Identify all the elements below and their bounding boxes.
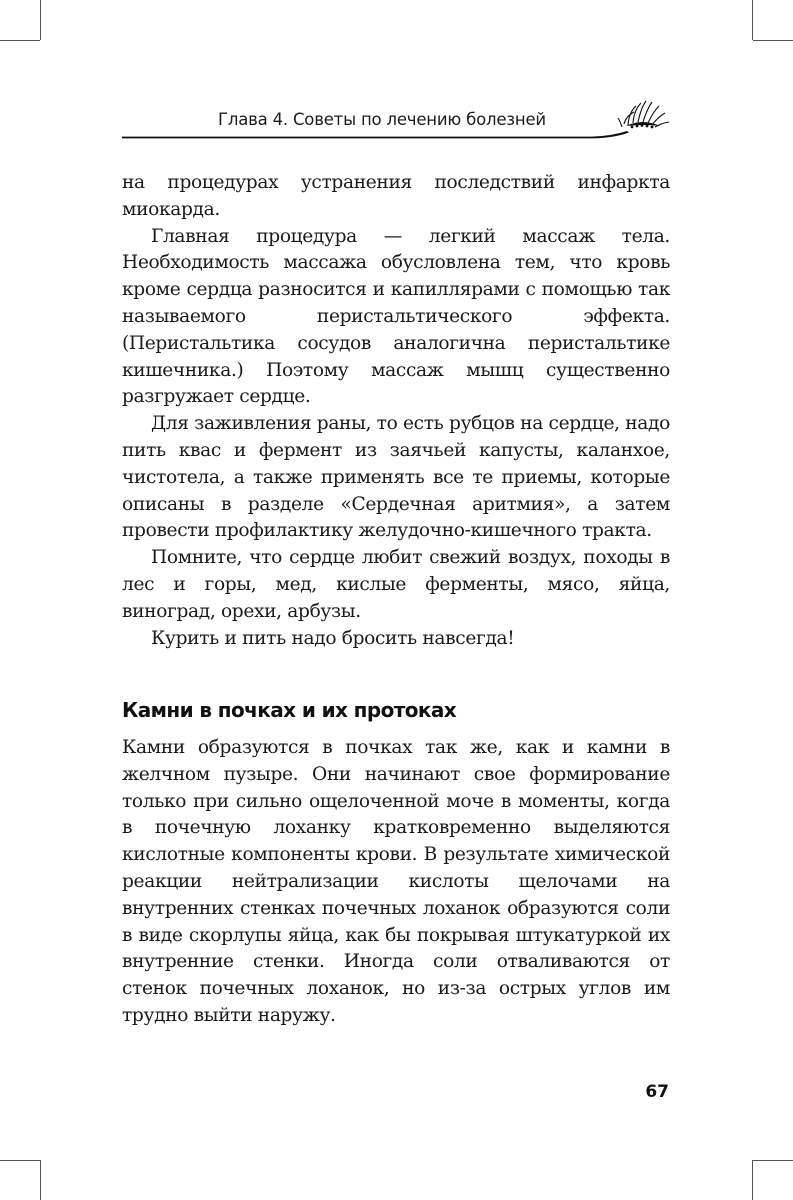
running-head-rule [122,98,670,144]
running-head-title: Глава 4. Советы по лечению болезней [218,110,546,129]
crop-mark-bottom-left [40,1160,41,1200]
crop-mark-bottom-right [752,1160,753,1200]
crop-mark-top-left-h [0,40,40,41]
section-heading: Камни в почках и их протоках [122,698,457,722]
paragraph: на процедурах устранения последствий инфаркта миокарда. [122,172,670,220]
paragraph: Для заживления раны, то есть рубцов на сердце, надо пить квас и фермент из заячьей капусты, каланхое, чистотела, а также применять все те приемы, которые описаны в разделе «Сердечная аритмия», а затем провести профилактику желудочно-кишечного тракта. [122,413,670,542]
crop-mark-bottom-right-h [753,1160,793,1161]
crop-mark-top-right-h [753,40,793,41]
crop-mark-bottom-left-h [0,1160,40,1161]
running-head [122,98,670,144]
sunflower-icon [614,94,674,140]
paragraph: Камни образуются в почках так же, как и камни в желчном пузыре. Они начинают свое формирование только при сильно ощелоченной моче в моменты, когда в почечную лоханку кратковременно выделяются кислотные компоненты крови. В результате химической реакции нейтрализации кислоты щелочами на внутренних стенках почечных лоханок образуются соли в виде скорлупы яйца, как бы покрывая штукатуркой их внутренние стенки. Иногда соли отваливаются от стенок почечных лоханок, но из-за острых углов им трудно выйти наружу. [122,737,670,1026]
paragraph: Курить и пить надо бросить навсегда! [151,627,515,649]
paragraph: Помните, что сердце любит свежий воздух, походы в лес и горы, мед, кислые ферменты, мясо, яйца, виноград, орехи, арбузы. [122,547,670,622]
body-text-section-1 [122,170,670,652]
page-number: 67 [645,1082,669,1102]
crop-mark-top-right [752,0,753,40]
crop-mark-top-left [40,0,41,40]
body-text-section-2 [122,735,670,1030]
paragraph: Главная процедура — легкий массаж тела. Необходимость массажа обусловлена тем, что кровь кроме сердца разносится и капиллярами с помощью так называемого перистальтического эффекта. (Перистальтика сосудов аналогична перистальтике кишечника.) Поэтому массаж мышц существенно разгружает сердце. [122,225,670,408]
